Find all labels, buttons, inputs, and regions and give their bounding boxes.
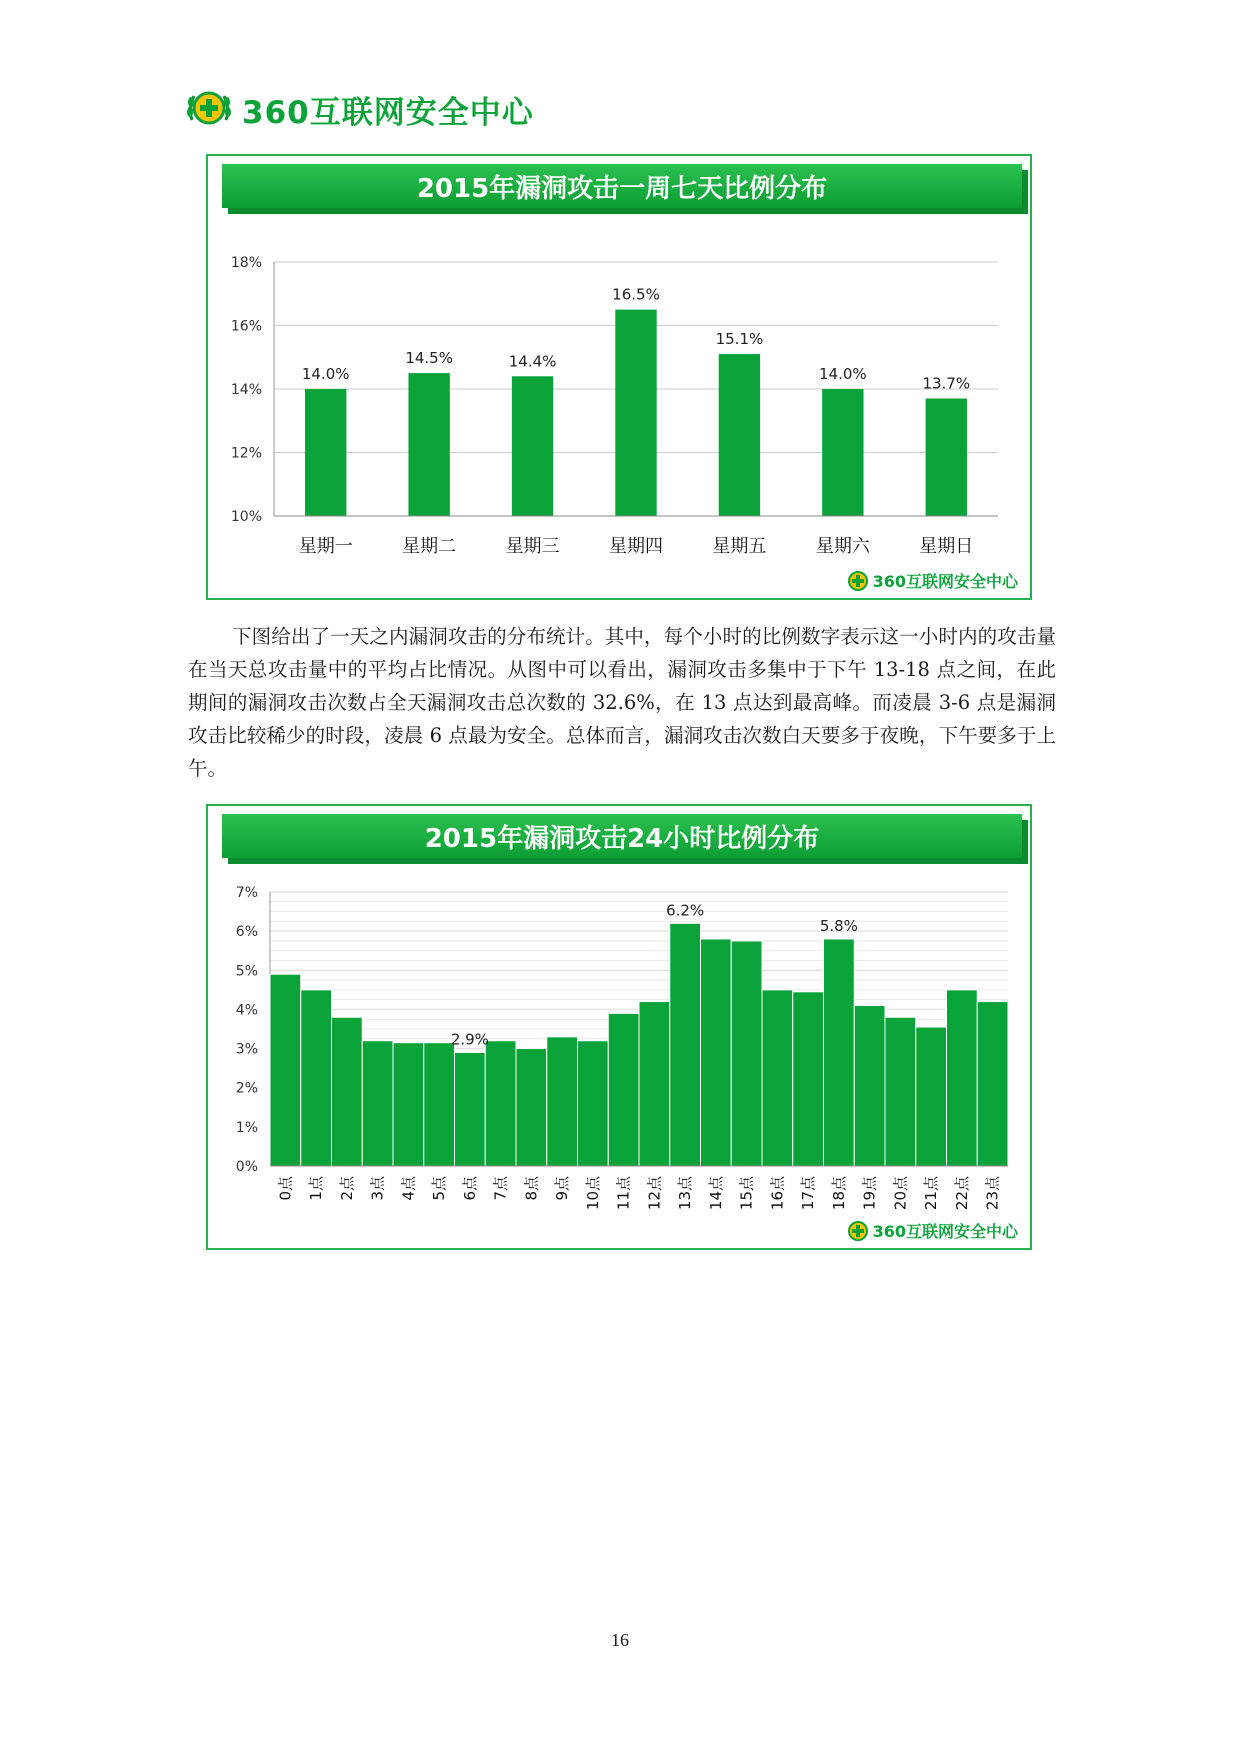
x-tick-label: 18点 xyxy=(829,1176,848,1211)
hourly-chart-watermark xyxy=(847,1219,1018,1242)
bar xyxy=(824,939,855,1166)
x-tick-label: 22点 xyxy=(952,1176,971,1211)
bar xyxy=(516,1049,547,1166)
bar xyxy=(639,1002,670,1166)
y-tick-label: 7% xyxy=(235,885,258,901)
bar xyxy=(547,1037,578,1166)
bar xyxy=(270,974,301,1166)
y-tick-label: 1% xyxy=(235,1119,258,1136)
x-tick-label: 10点 xyxy=(583,1176,602,1211)
x-tick-label: 14点 xyxy=(706,1176,725,1211)
y-tick-label: 2% xyxy=(235,1080,258,1097)
page-number: 16 xyxy=(611,1630,629,1650)
x-tick-label: 星期二 xyxy=(402,536,457,557)
data-label: 14.5% xyxy=(405,349,453,368)
bar xyxy=(977,1002,1008,1166)
weekly-chart-frame xyxy=(206,154,1032,600)
x-tick-label: 19点 xyxy=(860,1176,879,1211)
x-tick-label: 6点 xyxy=(460,1176,479,1201)
hourly-chart-frame xyxy=(206,804,1032,1250)
y-tick-label: 12% xyxy=(230,445,262,462)
data-label: 6.2% xyxy=(666,901,705,920)
bar xyxy=(332,1017,363,1166)
bar xyxy=(916,1027,947,1166)
y-tick-label: 16% xyxy=(230,318,262,335)
data-label: 2.9% xyxy=(450,1030,489,1049)
bar xyxy=(762,990,793,1166)
x-tick-label: 7点 xyxy=(491,1176,510,1201)
bar xyxy=(362,1041,393,1166)
weekly-chart-title: 2015年漏洞攻击一周七天比例分布 xyxy=(416,173,828,204)
data-label: 16.5% xyxy=(612,285,660,304)
laurel-cross-logo-icon xyxy=(186,86,232,132)
bar xyxy=(408,373,449,516)
bar xyxy=(885,1017,916,1166)
y-tick-label: 14% xyxy=(230,382,262,398)
x-tick-label: 15点 xyxy=(737,1176,756,1211)
bar xyxy=(424,1043,455,1166)
weekly-chart-watermark xyxy=(847,569,1018,592)
x-tick-label: 星期三 xyxy=(505,536,560,557)
x-tick-label: 星期六 xyxy=(815,536,870,557)
data-label: 14.0% xyxy=(301,365,350,383)
bar xyxy=(822,389,863,516)
watermark-logo-icon xyxy=(847,1220,869,1242)
y-tick-label: 0% xyxy=(235,1159,258,1175)
hourly-chart-plot xyxy=(208,806,1030,1248)
bar xyxy=(947,990,978,1166)
y-tick-label: 4% xyxy=(235,1002,258,1019)
data-label: 5.8% xyxy=(819,916,858,935)
x-tick-label: 2点 xyxy=(337,1176,356,1201)
x-tick-label: 23点 xyxy=(983,1176,1002,1211)
bar xyxy=(301,990,332,1166)
bar xyxy=(731,941,762,1166)
x-tick-label: 13点 xyxy=(676,1176,695,1211)
x-tick-label: 17点 xyxy=(799,1176,818,1211)
bar xyxy=(455,1052,486,1166)
bar xyxy=(926,399,967,516)
weekly-chart-plot xyxy=(208,156,1030,598)
bar xyxy=(578,1041,609,1166)
x-tick-label: 11点 xyxy=(614,1176,633,1211)
bar xyxy=(393,1043,424,1166)
hourly-chart-title: 2015年漏洞攻击24小时比例分布 xyxy=(424,823,820,854)
bar xyxy=(719,354,760,516)
x-tick-label: 4点 xyxy=(399,1176,418,1201)
y-tick-label: 5% xyxy=(235,963,258,980)
bar xyxy=(512,376,553,516)
data-label: 14.4% xyxy=(508,352,557,371)
bar xyxy=(670,923,701,1166)
x-tick-label: 星期日 xyxy=(919,536,974,557)
x-tick-label: 20点 xyxy=(891,1176,910,1211)
data-label: 13.7% xyxy=(922,374,971,393)
bar xyxy=(854,1006,885,1166)
x-tick-label: 16点 xyxy=(768,1176,787,1211)
x-tick-label: 9点 xyxy=(553,1176,572,1201)
bar xyxy=(485,1041,516,1166)
watermark-logo-icon xyxy=(847,570,869,592)
watermark-text: 360互联网安全中心 xyxy=(872,1222,1018,1241)
header-logo xyxy=(186,86,534,132)
y-tick-label: 3% xyxy=(235,1041,258,1058)
x-tick-label: 星期一 xyxy=(298,536,353,557)
x-tick-label: 1点 xyxy=(307,1176,326,1201)
bar xyxy=(615,310,656,516)
x-tick-label: 5点 xyxy=(430,1176,449,1201)
x-tick-label: 星期五 xyxy=(712,536,767,557)
x-tick-label: 0点 xyxy=(276,1176,295,1201)
data-label: 14.0% xyxy=(819,365,867,383)
bar xyxy=(793,992,824,1166)
x-tick-label: 21点 xyxy=(922,1176,941,1211)
x-tick-label: 12点 xyxy=(645,1176,664,1211)
x-tick-label: 3点 xyxy=(368,1176,387,1201)
y-tick-label: 10% xyxy=(230,509,262,525)
x-tick-label: 8点 xyxy=(522,1176,541,1201)
y-tick-label: 6% xyxy=(235,924,258,941)
bar xyxy=(305,389,346,516)
bar xyxy=(701,939,732,1166)
logo-text: 360互联网安全中心 xyxy=(242,94,534,131)
data-label: 15.1% xyxy=(715,330,764,349)
bar xyxy=(608,1013,639,1166)
x-tick-label: 星期四 xyxy=(609,536,663,557)
body-paragraph: 下图给出了一天之内漏洞攻击的分布统计。其中，每个小时的比例数字表示这一小时内的攻击量在当天总攻击量中的平均占比情况。从图中可以看出，漏洞攻击多集中于下午 13-18 点之间，在此期间的漏洞攻击次数占全天漏洞攻击总次数的 32.6%，在 13 点达到最高峰。而凌晨 3-6 点是漏洞攻击比较稀少的时段，凌晨 6 点最为安全。总体而言，漏洞攻击次数白天要多于夜晚，下午要多于上午。 xyxy=(188,625,1056,780)
y-tick-label: 18% xyxy=(230,255,262,271)
watermark-text: 360互联网安全中心 xyxy=(872,572,1018,591)
